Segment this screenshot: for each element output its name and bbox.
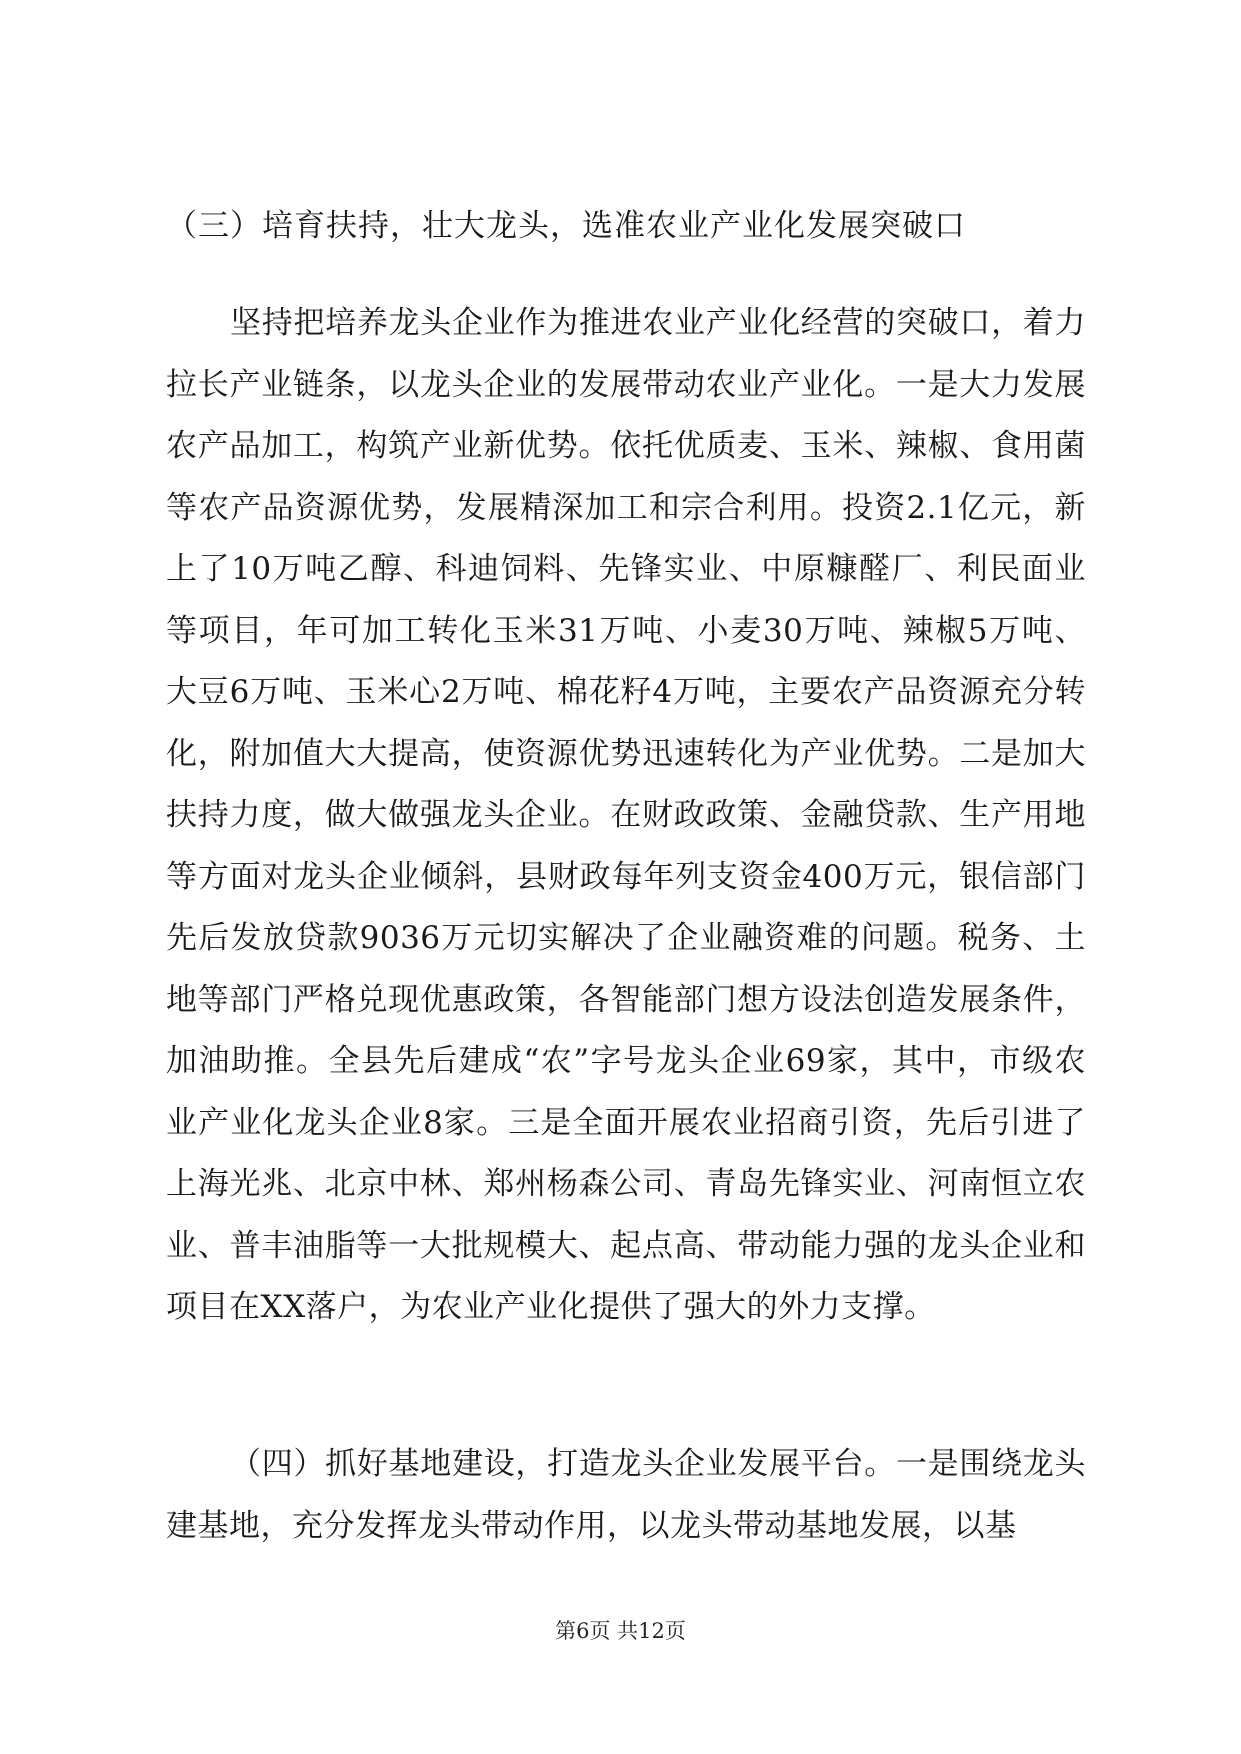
body-paragraph: 坚持把培养龙头企业作为推进农业产业化经营的突破口，着力拉长产业链条，以龙头企业的发展带动农业产业化。一是大力发展农产品加工，构筑产业新优势。依托优质麦、玉米、辣椒、食用菌等农产品资源优势，发展精深加工和宗合利用。投资2.1亿元，新上了10万吨乙醇、科迪饲料、先锋实业、中原糠醛厂、利民面业等项目，年可加工转化玉米31万吨、小麦30万吨、辣椒5万吨、大豆6万吨、玉米心2万吨、棉花籽4万吨，主要农产品资源充分转化，附加值大大提高，使资源优势迅速转化为产业优势。二是加大扶持力度，做大做强龙头企业。在财政政策、金融贷款、生产用地等方面对龙头企业倾斜，县财政每年列支资金400万元，银信部门先后发放贷款9036万元切实解决了企业融资难的问题。税务、土地等部门严格兑现优惠政策，各智能部门想方设法创造发展条件，加油助推。全县先后建成“农”字号龙头企业69家，其中，市级农业产业化龙头企业8家。三是全面开展农业招商引资，先后引进了上海光兆、北京中林、郑州杨森公司、青岛先锋实业、河南恒立农业、普丰油脂等一大批规模大、起点高、带动能力强的龙头企业和项目在XX落户，为农业产业化提供了强大的外力支撑。 [166,305,1086,1325]
body-paragraph: （四）抓好基地建设，打造龙头企业发展平台。一是围绕龙头建基地，充分发挥龙头带动作用，以龙头带动基地发展，以基 [166,1446,1086,1544]
section-heading: （三）培育扶持，壮大龙头，选准农业产业化发展突破口 [166,208,966,244]
page-number-footer: 第6页 共12页 [555,1619,686,1643]
